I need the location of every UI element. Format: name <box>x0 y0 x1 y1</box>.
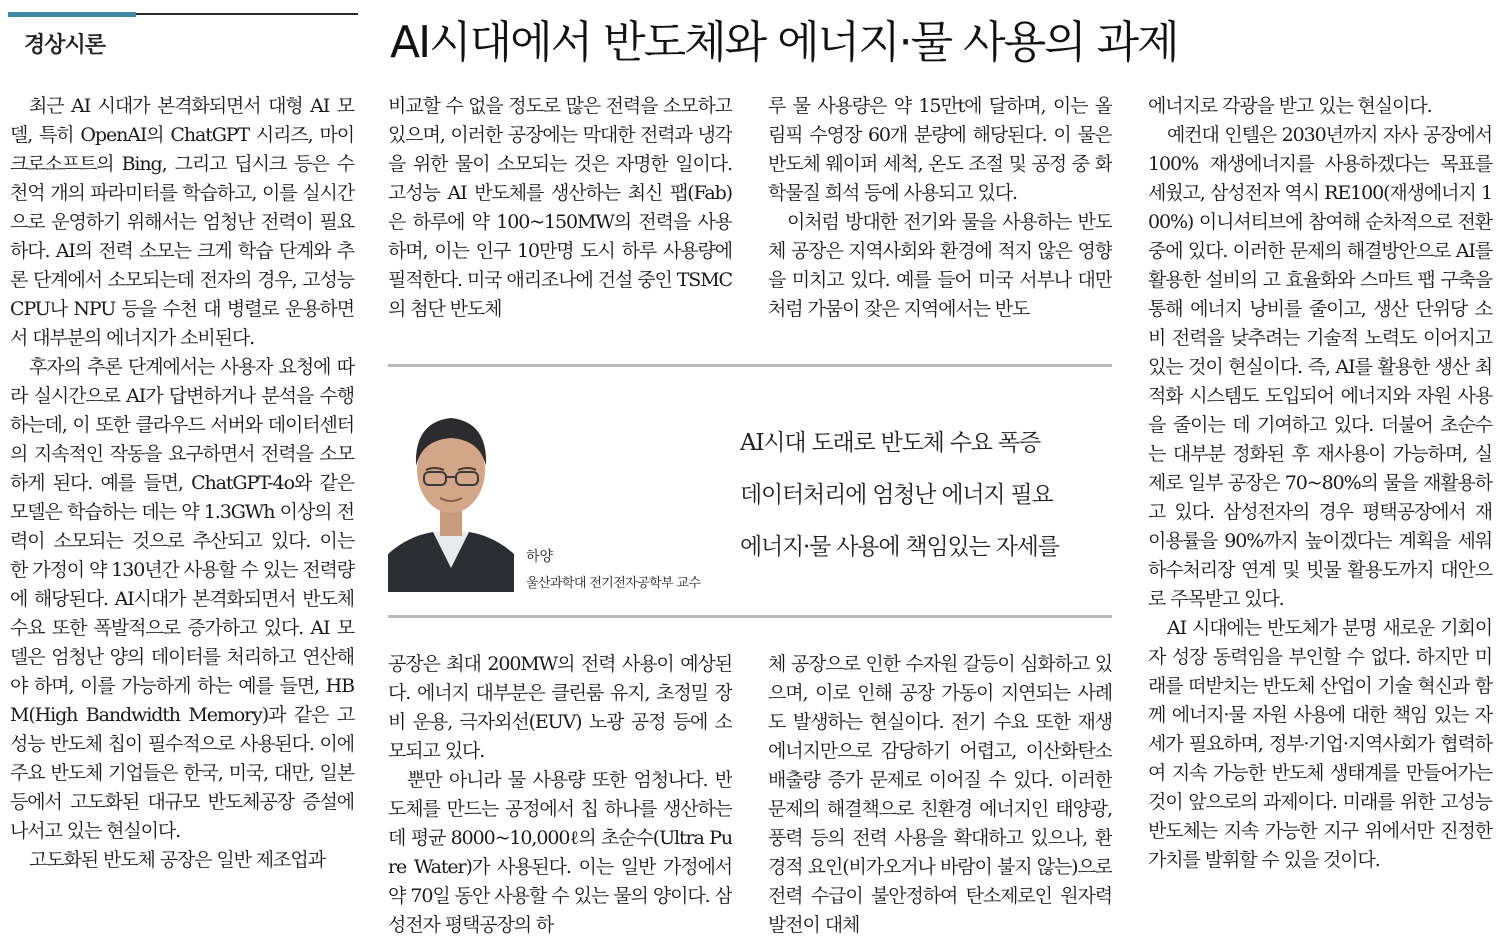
article-column-1 <box>10 92 354 947</box>
author-photo <box>388 386 514 592</box>
headline: AI시대에서 반도체와 에너지·물 사용의 과제 <box>390 17 1178 68</box>
author-box-bottom-rule <box>388 615 1112 618</box>
author-box-top-rule <box>388 364 1112 367</box>
paragraph: AI 시대에는 반도체가 분명 새로운 기회이자 성장 동력임을 부인할 수 없다. 하지만 미래를 떠받치는 반도체 산업이 기술 혁신과 함께 에너지·물 자원 사용에 대한 책임 있는 자세가 필요하며, 정부·기업·지역사회가 협력하여 지속 가능한 반도체 생태계를 만들어가는 것이 앞으로의 과제이다. 미래를 위한 고성능 반도체는 지속 가능한 지구 위에서만 진정한 가치를 발휘할 수 있을 것이다. <box>1148 617 1492 871</box>
paragraph: 체 공장으로 인한 수자원 갈등이 심화하고 있으며, 이로 인해 공장 가동이 지연되는 사례도 발생하는 현실이다. 전기 수요 또한 재생에너지만으로 감당하기 어렵고, 이산화탄소 배출량 증가 문제로 이어질 수 있다. 이러한 문제의 해결책으로 친환경 에너지인 태양광, 풍력 등의 전력 사용을 확대하고 있으나, 환경적 요인(비가오거나 바람이 불지 않는)으로 전력 수급이 불안정하여 탄소제로인 원자력 발전이 대체 <box>768 653 1112 936</box>
section-accent-bar <box>8 12 136 17</box>
paragraph: 에너지로 각광을 받고 있는 현실이다. <box>1148 95 1432 117</box>
paragraph: 고도화된 반도체 공장은 일반 제조업과 <box>29 849 325 871</box>
paragraph: 루 물 사용량은 약 15만t에 달하며, 이는 올림픽 수영장 60개 분량에 해당된다. 이 물은 반도체 웨이퍼 세척, 온도 조절 및 공정 중 화학물질 희석 등에 사용되고 있다. <box>768 95 1112 204</box>
article-column-3-bottom <box>768 650 1112 949</box>
subheadline-3: 에너지·물 사용에 책임있는 자세를 <box>740 534 1059 560</box>
paragraph: 공장은 최대 200MW의 전력 사용이 예상된다. 에너지 대부분은 클린룸 유지, 초정밀 장비 운용, 극자외선(EUV) 노광 공정 등에 소모되고 있다. <box>388 653 732 762</box>
paragraph: 비교할 수 없을 정도로 많은 전력을 소모하고 있으며, 이러한 공장에는 막대한 전력과 냉각을 위한 물이 소모되는 것은 자명한 일이다. 고성능 AI 반도체를 생산하는 최신 팹(Fab)은 하루에 약 100~150MW의 전력을 사용하며, 이는 인구 10만명 도시 하루 사용량에 필적한다. 미국 애리조나에 건설 중인 TSMC의 첨단 반도체 <box>388 95 732 320</box>
paragraph: 예컨대 인텔은 2030년까지 자사 공장에서 100% 재생에너지를 사용하겠다는 목표를 세웠고, 삼성전자 역시 RE100(재생에너지 100%) 이니셔티브에 참여해 순차적으로 전환 중에 있다. 이러한 문제의 해결방안으로 AI를 활용한 설비의 고 효율화와 스마트 팹 구축을 통해 에너지 낭비를 줄이고, 생산 단위당 소비 전력을 낮추려는 기술적 노력도 이어지고 있는 것이 현실이다. 즉, AI를 활용한 생산 최적화 시스템도 도입되어 에너지와 자원 사용을 줄이는 데 기여하고 있다. 더불어 초순수는 대부분 정화된 후 재사용이 가능하며, 실제로 일부 공장은 70~80%의 물을 재활용하고 있다. 삼성전자의 경우 평택공장에서 재 이용률을 90%까지 높이겠다는 계획을 세워 하수처리장 연계 및 빗물 활용도까지 대안으로 주목받고 있다. <box>1148 124 1492 610</box>
paragraph: 이처럼 방대한 전기와 물을 사용하는 반도체 공장은 지역사회와 환경에 적지 않은 영향을 미치고 있다. 예를 들어 미국 서부나 대만처럼 가뭄이 잦은 지역에서는 반도 <box>768 211 1112 320</box>
section-label: 경상시론 <box>24 33 106 58</box>
article-column-2-bottom <box>388 650 732 949</box>
article-column-2-top <box>388 92 732 352</box>
author-name: 하양 <box>526 549 554 565</box>
article-column-4 <box>1148 92 1492 947</box>
paragraph: 뿐만 아니라 물 사용량 또한 엄청나다. 반도체를 만드는 공정에서 칩 하나를 생산하는 데 평균 8000~10,000ℓ의 초순수(Ultra Pure Water)가 사용된다. 이는 일반 가정에서 약 70일 동안 사용할 수 있는 물의 양이다. 삼성전자 평택공장의 하 <box>388 769 732 936</box>
paragraph: 후자의 추론 단계에서는 사용자 요청에 따라 실시간으로 AI가 답변하거나 분석을 수행하는데, 이 또한 클라우드 서버와 데이터센터의 지속적인 작동을 요구하면서 전력을 소모하게 된다. 예를 들면, ChatGPT-4o와 같은 모델은 학습하는 데는 약 1.3GWh 이상의 전력이 소모되는 것으로 추산되고 있다. 이는 한 가정이 약 130년간 사용할 수 있는 전력량에 해당된다. AI시대가 본격화되면서 반도체 수요 또한 폭발적으로 증가하고 있다. AI 모델은 엄청난 양의 데이터를 처리하고 연산해야 하며, 이를 가능하게 하는 예를 들면, HBM(High Bandwidth Memory)과 같은 고성능 반도체 칩이 필수적으로 사용된다. 이에 주요 반도체 기업들은 한국, 미국, 대만, 일본 등에서 고도화된 대규모 반도체공장 증설에 나서고 있는 현실이다. <box>10 356 354 842</box>
paragraph: 최근 AI 시대가 본격화되면서 대형 AI 모델, 특히 OpenAI의 ChatGPT 시리즈, 마이크로소프트의 Bing, 그리고 딥시크 등은 수천억 개의 파라미터를 학습하고, 이를 실시간으로 운영하기 위해서는 엄청난 전력이 필요하다. AI의 전력 소모는 크게 학습 단계와 추론 단계에서 소모되는데 전자의 경우, 고성능 CPU나 NPU 등을 수천 대 병렬로 운용하면서 대부분의 에너지가 소비된다. <box>10 95 354 349</box>
author-title: 울산과학대 전기전자공학부 교수 <box>526 576 701 591</box>
subheadline-2: 데이터처리에 엄청난 에너지 필요 <box>740 482 1053 508</box>
section-top-rule <box>136 13 358 15</box>
article-column-3-top <box>768 92 1112 352</box>
subheadline-1: AI시대 도래로 반도체 수요 폭증 <box>740 430 1040 456</box>
